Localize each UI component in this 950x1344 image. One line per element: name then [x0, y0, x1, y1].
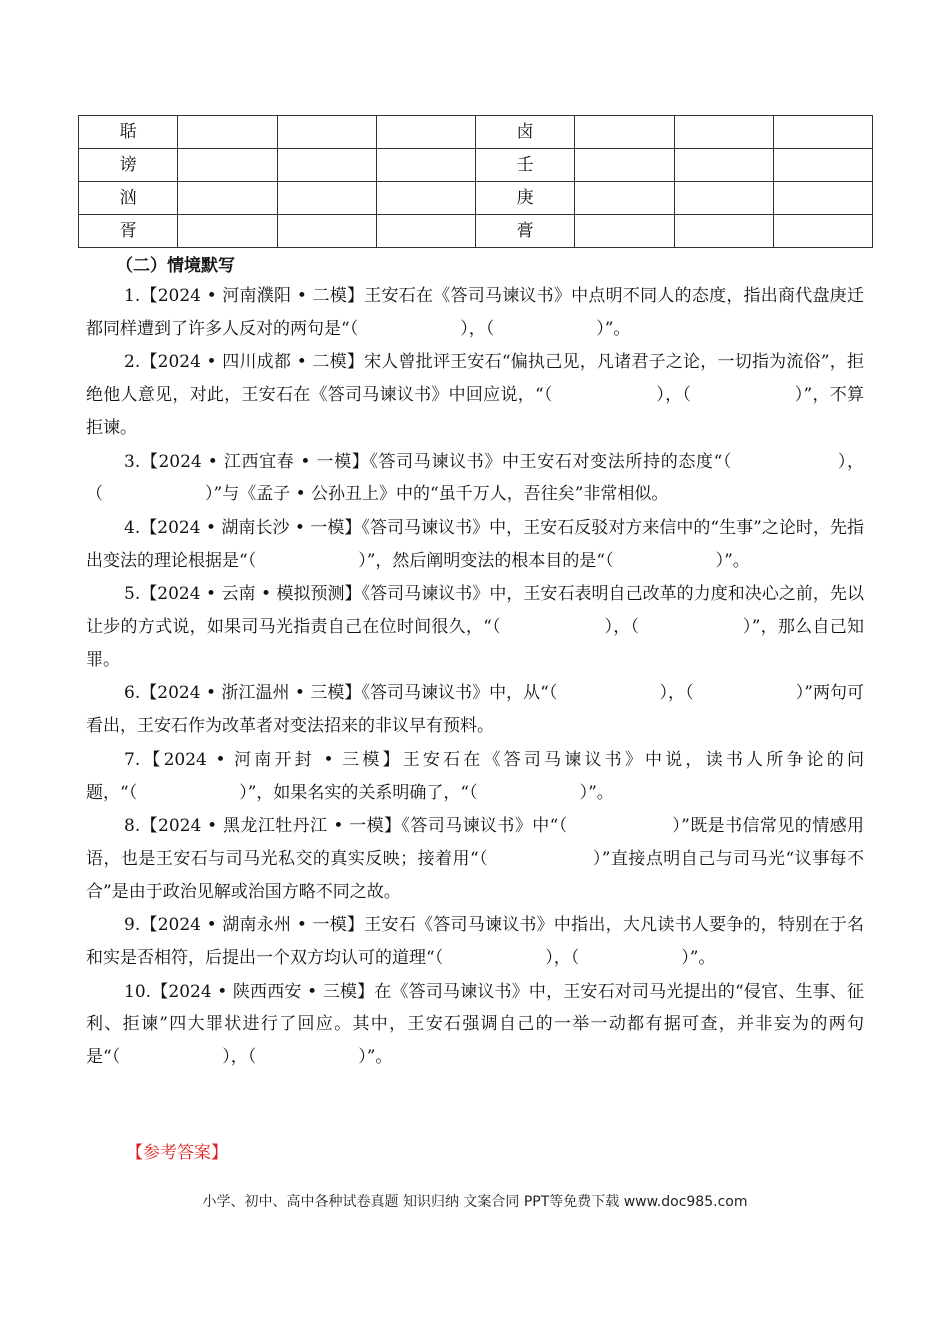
question-item: 2.【2024 • 四川成都 • 二模】宋人曾批评王安石“偏执己见，凡诸君子之论，一切指为流俗”，拒绝他人意见，对此，王安石在《答司马谏议书》中回应说，“（ ），（ ）”，不算拒谏。 — [86, 352, 864, 438]
table-row — [79, 149, 873, 182]
question-item: 10.【2024 • 陕西西安 • 三模】在《答司马谏议书》中，王安石对司马光提出的“侵官、生事、征利、拒谏”四大罪状进行了回应。其中，王安石强调自己的一举一动都有据可查，并非妄为的两句是“（ ），（ ）”。 — [86, 981, 864, 1068]
question-item: 7.【2024 • 河南开封 • 三模】王安石在《答司马谏议书》中说，读书人所争论的问题，“（ ）”，如果名实的关系明确了，“（ ）”。 — [86, 749, 864, 803]
table-blank-cell[interactable] — [178, 149, 277, 182]
table-blank-cell[interactable] — [277, 149, 376, 182]
table-char-cell: 卤 — [476, 116, 575, 149]
table-char-cell: 谤 — [79, 149, 178, 182]
question-item: 9.【2024 • 湖南永州 • 一模】王安石《答司马谏议书》中指出，大凡读书人要争的，特别在于名和实是否相符，后提出一个双方均认可的道理“（ ），（ ）”。 — [86, 915, 864, 969]
table-blank-cell[interactable] — [773, 149, 872, 182]
table-blank-cell[interactable] — [376, 116, 475, 149]
character-table — [78, 115, 873, 248]
table-row — [79, 182, 873, 215]
answer-title: 【参考答案】 — [126, 1143, 228, 1163]
table-blank-cell[interactable] — [773, 182, 872, 215]
table-blank-cell[interactable] — [575, 149, 674, 182]
table-blank-cell[interactable] — [674, 116, 773, 149]
table-char-cell: 壬 — [476, 149, 575, 182]
table-blank-cell[interactable] — [674, 215, 773, 248]
table-char-cell: 聒 — [79, 116, 178, 149]
question-item: 5.【2024 • 云南 • 模拟预测】《答司马谏议书》中，王安石表明自己改革的力度和决心之前，先以让步的方式说，如果司马光指责自己在位时间很久，“（ ），（ ）”，那么自己知罪。 — [86, 584, 864, 670]
table-blank-cell[interactable] — [178, 215, 277, 248]
table-row — [79, 116, 873, 149]
table-blank-cell[interactable] — [575, 215, 674, 248]
table-char-cell: 胥 — [79, 215, 178, 248]
table-blank-cell[interactable] — [277, 116, 376, 149]
table-blank-cell[interactable] — [376, 149, 475, 182]
table-blank-cell[interactable] — [773, 116, 872, 149]
table-char-cell: 汹 — [79, 182, 178, 215]
table-row — [79, 215, 873, 248]
table-blank-cell[interactable] — [376, 182, 475, 215]
question-item: 1.【2024 • 河南濮阳 • 二模】王安石在《答司马谏议书》中点明不同人的态度，指出商代盘庚迁都同样遭到了许多人反对的两句是“（ ），（ ）”。 — [86, 286, 864, 339]
table-blank-cell[interactable] — [178, 182, 277, 215]
question-list — [86, 280, 864, 1074]
table-char-cell: 庚 — [476, 182, 575, 215]
table-blank-cell[interactable] — [277, 215, 376, 248]
section-heading: （二）情境默写 — [116, 256, 235, 276]
page-footer: 小学、初中、高中各种试卷真题 知识归纳 文案合同 PPT等免费下载 www.doc985.com — [202, 1194, 748, 1210]
question-item: 4.【2024 • 湖南长沙 • 一模】《答司马谏议书》中，王安石反驳对方来信中的“生事”之论时，先指出变法的理论根据是“（ ）”，然后阐明变法的根本目的是“（ ）”。 — [86, 517, 864, 571]
table-char-cell: 膏 — [476, 215, 575, 248]
table-blank-cell[interactable] — [674, 149, 773, 182]
question-item: 8.【2024 • 黑龙江牡丹江 • 一模】《答司马谏议书》中“（ ）”既是书信常见的情感用语，也是王安石与司马光私交的真实反映；接着用“（ ）”直接点明自己与司马光“议事每不合”是由于政治见解或治国方略不同之故。 — [86, 816, 864, 902]
table-blank-cell[interactable] — [773, 215, 872, 248]
table-blank-cell[interactable] — [575, 116, 674, 149]
table-blank-cell[interactable] — [674, 182, 773, 215]
table-blank-cell[interactable] — [376, 215, 475, 248]
table-blank-cell[interactable] — [575, 182, 674, 215]
table-blank-cell[interactable] — [178, 116, 277, 149]
question-item: 6.【2024 • 浙江温州 • 三模】《答司马谏议书》中，从“（ ），（ ）”两句可看出，王安石作为改革者对变法招来的非议早有预料。 — [86, 683, 864, 737]
table-blank-cell[interactable] — [277, 182, 376, 215]
question-item: 3.【2024 • 江西宜春 • 一模】《答司马谏议书》中王安石对变法所持的态度“（ ），（ ）”与《孟子 • 公孙丑上》中的“虽千万人，吾往矣”非常相似。 — [86, 451, 864, 505]
